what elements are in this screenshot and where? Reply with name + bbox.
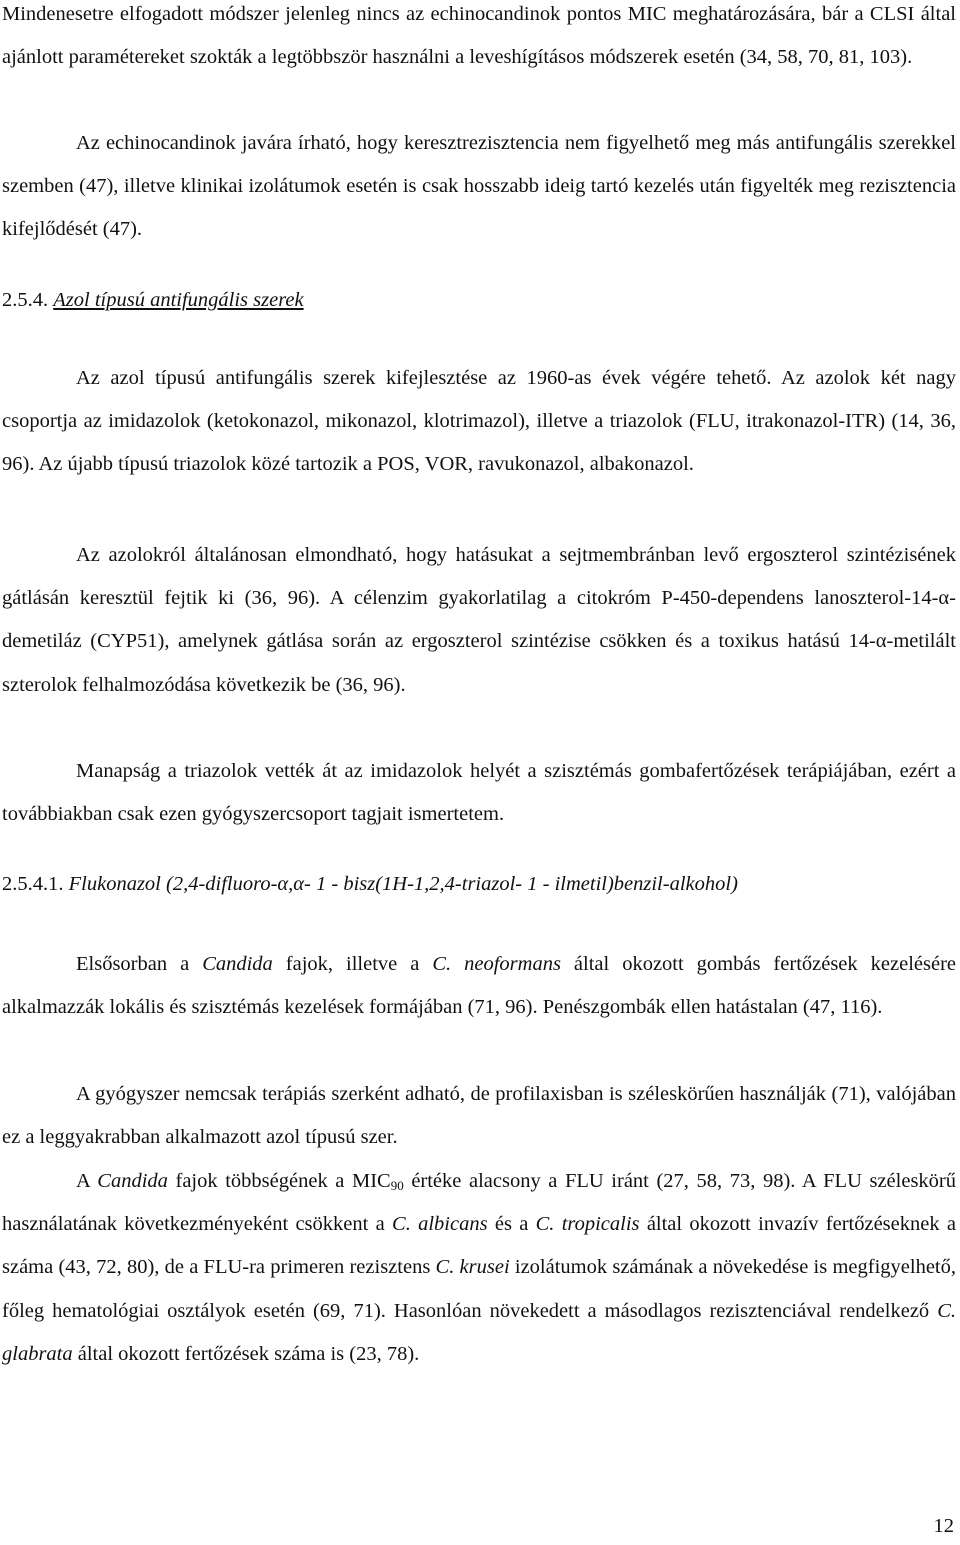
paragraph-fluconazole-resistance: A Candida fajok többségének a $MIC_{90}$ értéke alacsony a FLU iránt (27, 58, 73, 98). A FLU széleskörű használatának következményeként csökkent a C. albicans és a C. tropicalis által okozott invazív fertőzéseknek a száma (43, 72, 80), de a FLU-ra primeren rezisztens C. krusei izolátumok számának a növekedése is megfigyelhető, főleg hematológiai osztályok esetén (69, 71). Hasonlóan növekedett a másodlagos rezisztenciával rendelkező C. glabrata által okozott fertőzések száma is (23, 78). — [2, 1170, 956, 1365]
paragraph-azole-groups: Az azol típusú antifungális szerek kifejlesztése az 1960-as évek végére tehető. Az azolok két nagy csoportja az imidazolok (ketokonazol, mikonazol, klotrimazol), illetve a triazolok (FLU, itrakonazol-ITR) (14, 36, 96). Az újabb típusú triazolok közé tartozik a POS, VOR, ravukonazol, albakonazol. — [2, 367, 956, 476]
species-name: C. albicans — [392, 1213, 488, 1236]
species-name: Candida — [202, 953, 273, 975]
species-name: Candida — [97, 1170, 168, 1192]
paragraph-echinocandin-resistance: Az echinocandinok javára írható, hogy keresztrezisztencia nem figyelhető meg más antifungális szerekkel szemben (47), illetve klinikai izolátumok esetén is csak hosszabb ideig tartó kezelés után figyelték meg rezisztencia kifejlődését (47). — [2, 132, 956, 241]
subsection-title: Flukonazol (2,4-difluoro-α,α- 1 - bisz(1H-1,2,4-triazol- 1 - ilmetil)benzil-alkohol) — [68, 873, 738, 895]
subsection-heading-fluconazole — [2, 863, 738, 906]
page-number: 12 — [933, 1515, 954, 1537]
paragraph-echinocandin-mic: Mindenesetre elfogadott módszer jelenleg nincs az echinocandinok pontos MIC meghatározására, bár a CLSI által ajánlott paramétereket szokták a legtöbbször használni a leveshígításos módszerek esetén (34, 58, 70, 81, 103). — [2, 3, 956, 69]
species-name: C. tropicalis — [535, 1213, 640, 1236]
section-heading-azoles — [2, 279, 304, 322]
species-name: C. neoformans — [432, 953, 561, 975]
species-name: C. krusei — [435, 1256, 510, 1279]
subsection-number: 2.5.4.1. — [2, 873, 64, 895]
section-title: Azol típusú antifungális szerek — [53, 289, 304, 311]
section-number: 2.5.4. — [2, 289, 49, 311]
paragraph-fluconazole-use: Elsősorban a Candida fajok, illetve a C. neoformans által okozott gombás fertőzések kezelésére alkalmazzák lokális és szisztémás kezelések formájában (71, 96). Penészgombák ellen hatástalan (47, 116). — [2, 953, 956, 1019]
species-name: C. glabrata — [2, 1299, 956, 1365]
paragraph-azole-mechanism: Az azolokról általánosan elmondható, hogy hatásukat a sejtmembránban levő ergoszterol szintézisének gátlásán keresztül fejtik ki (36, 96). A célenzim gyakorlatilag a citokróm P-450-dependens lanoszterol-14-α-demetiláz (CYP51), amelynek gátlása során az ergoszterol szintézise csökken és a toxikus hatású 14-α-metilált szterolok felhalmozódása következik be (36, 96). — [2, 544, 956, 696]
paragraph-triazoles-therapy: Manapság a triazolok vették át az imidazolok helyét a szisztémás gombafertőzések terápiájában, ezért a továbbiakban csak ezen gyógyszercsoport tagjait ismertetem. — [2, 760, 956, 826]
paragraph-fluconazole-prophylaxis: A gyógyszer nemcsak terápiás szerként adható, de profilaxisban is széleskörűen használják (71), valójában ez a leggyakrabban alkalmazott azol típusú szer. — [2, 1083, 956, 1149]
mic-subscript: 90 — [390, 1178, 404, 1193]
